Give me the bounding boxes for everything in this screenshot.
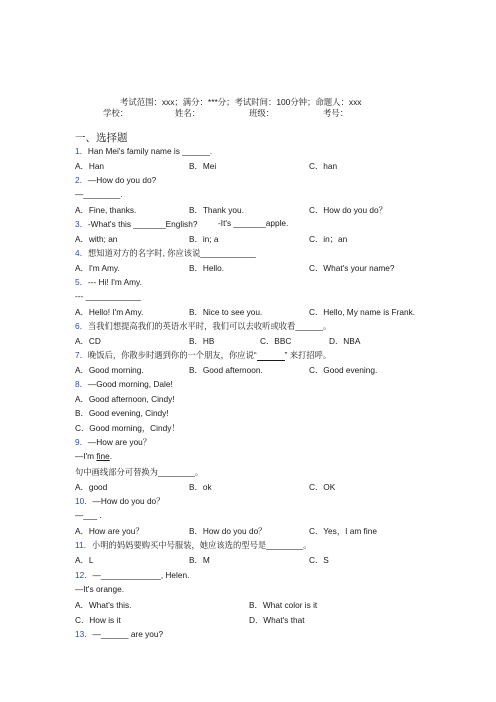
option[interactable]: B．How do you do？: [189, 526, 267, 536]
option[interactable]: B．M: [189, 555, 210, 565]
school-label: 学校：: [103, 108, 129, 118]
question-3: 3．-What's this _______English? -It's _______apple.: [75, 218, 289, 229]
option[interactable]: A．Hello! I'm Amy.: [75, 307, 144, 317]
option[interactable]: B．HB: [189, 336, 215, 346]
option[interactable]: B．Thank you.: [189, 205, 244, 215]
id-label: 考号：: [323, 108, 349, 118]
option[interactable]: C．OK: [309, 482, 336, 492]
question-11: 11．小明的妈妈要购买中号服装，她应该选的型号是________。: [75, 540, 312, 550]
question-9: 9．—How are you？: [75, 437, 152, 447]
option[interactable]: D．NBA: [329, 336, 361, 346]
option[interactable]: C．han: [309, 161, 338, 171]
option[interactable]: C．Hello, My name is Frank.: [309, 307, 416, 317]
option[interactable]: A．Good morning.: [75, 365, 144, 375]
underlined-word: fine: [96, 451, 110, 461]
question-9-response: —I'm fine.: [75, 451, 113, 461]
question-5-response: --- ____________: [75, 291, 141, 301]
option[interactable]: A．good: [75, 482, 108, 492]
option[interactable]: A．L: [75, 555, 94, 565]
option[interactable]: A．How are you？: [75, 526, 144, 536]
question-9-instruction: 句中画线部分可替换为________。: [75, 467, 204, 477]
option[interactable]: B．Hello.: [189, 263, 225, 273]
option[interactable]: D．What's that: [249, 615, 305, 625]
question-5: 5．--- Hi! I'm Amy.: [75, 277, 142, 287]
option[interactable]: A．CD: [75, 336, 101, 346]
option[interactable]: A．Han: [75, 161, 105, 171]
option[interactable]: C．Yes，I am fine: [309, 526, 377, 536]
option[interactable]: B．What color is it: [249, 600, 318, 610]
option[interactable]: B．Nice to see you.: [189, 307, 263, 317]
option[interactable]: C．in；an: [309, 234, 348, 244]
exam-info-line: 考试范围：xxx；满分：***分；考试时间：100分钟；命题人：xxx: [120, 97, 362, 107]
answer-blank: [257, 351, 285, 361]
option[interactable]: B．Mei: [189, 161, 217, 171]
question-1: 1．Han Mei's family name is ______.: [75, 146, 213, 156]
option[interactable]: A．I'm Amy.: [75, 263, 120, 273]
question-10: 10．—How do you do？: [75, 496, 165, 506]
class-label: 班级：: [249, 108, 275, 118]
option[interactable]: B．Good evening, Cindy!: [75, 408, 169, 418]
option[interactable]: A．with; an: [75, 234, 118, 244]
question-4: 4．想知道对方的名字时, 你应该说____________: [75, 248, 256, 258]
name-label: 姓名：: [175, 108, 201, 118]
question-2-response: —________.: [75, 189, 123, 199]
option[interactable]: C．How is it: [75, 615, 121, 625]
option[interactable]: C．S: [309, 555, 329, 565]
option[interactable]: A．What's this.: [75, 600, 132, 610]
question-12: 12．—_____________, Helen.: [75, 570, 190, 580]
option[interactable]: B．in; a: [189, 234, 219, 244]
question-12-response: —It's orange.: [75, 584, 125, 594]
option[interactable]: B．Good afternoon.: [189, 365, 263, 375]
question-6: 6．当我们想提高我们的英语水平时，我们可以去收听或收看______。: [75, 321, 332, 331]
option[interactable]: C．What's your name?: [309, 263, 395, 273]
option[interactable]: C．Good evening.: [309, 365, 378, 375]
section-title: 一、选择题: [75, 132, 128, 144]
option[interactable]: A．Good afternoon, Cindy!: [75, 394, 175, 404]
option[interactable]: C．BBC: [260, 336, 292, 346]
question-7: 7．晚饭后，你散步时遇到你的一个朋友，你应说“ ” 来打招呼。: [75, 350, 332, 360]
question-13: 13．—______ are you?: [75, 629, 164, 639]
question-8: 8．—Good morning, Dale!: [75, 379, 173, 389]
question-10-response: —___ .: [75, 510, 102, 520]
option[interactable]: C．How do you do？: [309, 205, 387, 215]
option[interactable]: C．Good morning，Cindy！: [75, 423, 180, 433]
question-2: 2．—How do you do?: [75, 175, 157, 185]
option[interactable]: B．ok: [189, 482, 212, 492]
option[interactable]: A．Fine, thanks.: [75, 205, 137, 215]
student-info-line: [103, 107, 348, 119]
